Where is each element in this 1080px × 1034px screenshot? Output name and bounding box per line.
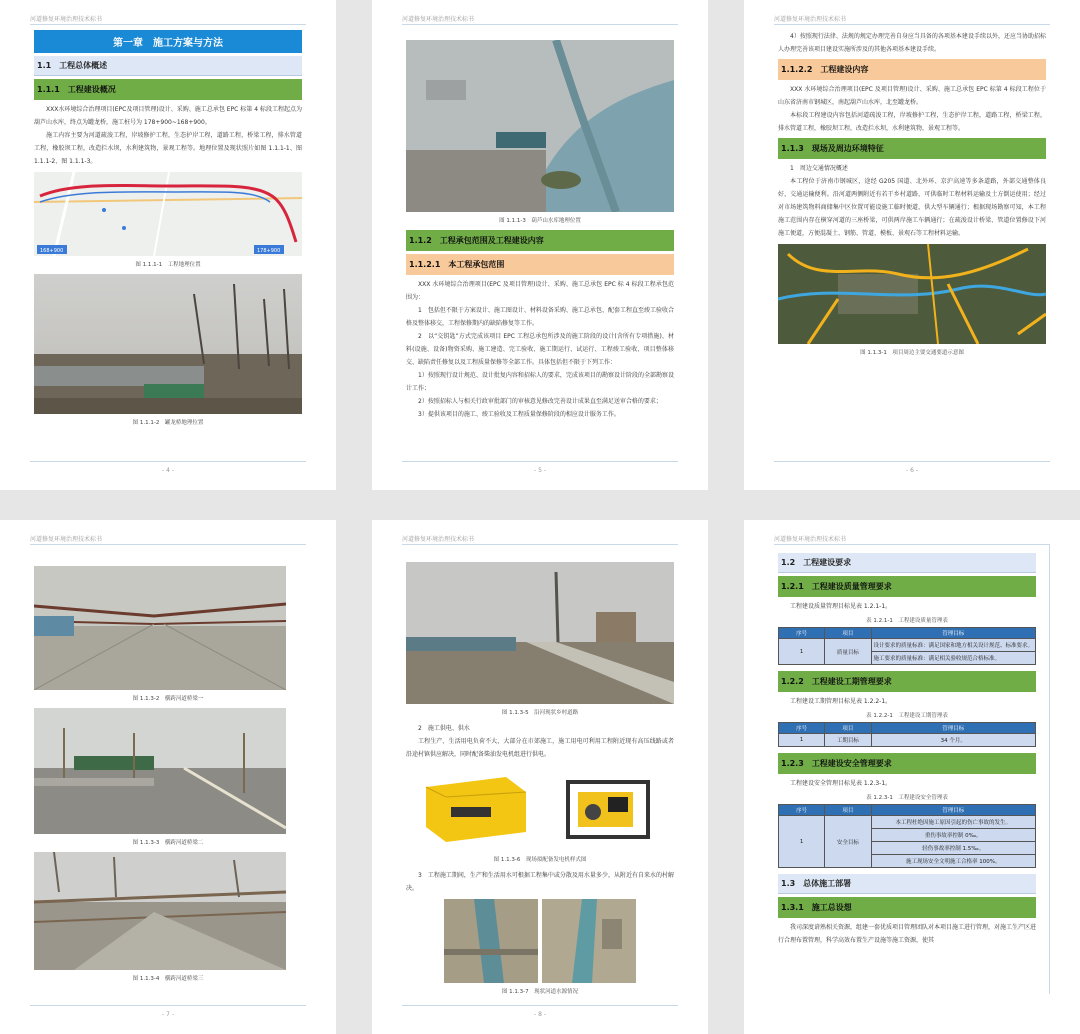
page-number: - 8 - xyxy=(534,1011,546,1018)
paragraph: 施工内容主要为河道疏浚工程，岸坡修护工程，生态护岸工程，道路工程，桥梁工程，排水管道工程，橡胶坝工程，改造拦水坝，水利建筑物，景观工程等。地理位置及现状照片如图 1.1.1-1、图 1.1.1-2、图 1.1.1-3。 xyxy=(34,132,302,165)
header-rule xyxy=(774,24,1050,25)
footer-rule xyxy=(30,461,306,462)
figure-caption: 图 1.1.1-1 工程地理位置 xyxy=(135,262,201,268)
subsubsection-heading: 1.1.2.2 工程建设内容 xyxy=(778,59,1046,80)
paragraph: 2 施工供电、供水 xyxy=(418,725,470,732)
subsection-heading: 1.2.1 工程建设质量管理要求 xyxy=(778,576,1036,597)
table-caption: 表 1.2.3-1 工程建设安全管理表 xyxy=(866,795,948,801)
page-number: - 5 - xyxy=(534,467,546,474)
subsubsection-heading: 1.1.2.1 本工程承包范围 xyxy=(406,254,674,275)
table-header: 序号 xyxy=(779,723,825,734)
table-cell: 工期目标 xyxy=(825,734,871,747)
traffic-map-image xyxy=(778,244,1046,344)
table-header: 项目 xyxy=(825,628,871,639)
page-7 xyxy=(0,520,336,1034)
footer-rule xyxy=(774,461,1050,462)
page-header: 河道修复环境治理技术标书 xyxy=(402,16,475,23)
header-rule xyxy=(774,544,1050,545)
subsection-heading: 1.1.3 现场及周边环境特征 xyxy=(778,138,1046,159)
paragraph: XXX 水环境综合治理项目(EPC 及项目管理)设计、采购、施工总承包 EPC 标第 4 标段工程位于山东省济南市钢城区，南起葫芦山水库，北至罐龙桥。 xyxy=(778,86,1046,106)
paragraph: 3 工程施工期间，生产和生活用水可根据工程集中或分散及用水量多少，从附近有自来水的村解决。 xyxy=(406,872,674,892)
table-cell: 1 xyxy=(779,734,825,747)
table-header: 序号 xyxy=(779,805,825,816)
village-road-photo xyxy=(406,562,674,704)
header-rule xyxy=(30,544,306,545)
paragraph: 我司深度谙熟相关资源，组建一套优质项目管理团队对本项目施工进行管理，对施工生产区进行合理布置管理，科学高效布置生产设施等施工资源，使其 xyxy=(778,924,1037,944)
safety-table xyxy=(778,804,1036,868)
table-cell: 设计要求的质量标准：满足国家和地方相关设计规范、标准要求。 xyxy=(871,639,1036,652)
figure-caption: 图 1.1.3-2 横跨河道桥梁一 xyxy=(132,696,204,702)
page-header: 河道修复环境治理技术标书 xyxy=(774,536,847,543)
figure-caption: 图 1.1.1-2 罐龙桥地理位置 xyxy=(132,420,204,426)
paragraph: 工程建设质量管理目标见表 1.2.1-1。 xyxy=(790,603,892,610)
table-header: 管理目标 xyxy=(871,628,1036,639)
paragraph: 工程建设工期管理目标见表 1.2.2-1。 xyxy=(790,698,892,705)
side-rule xyxy=(1049,544,1050,994)
subsection-heading: 1.2.3 工程建设安全管理要求 xyxy=(778,753,1036,774)
paragraph: 2 以“交钥匙”方式完成该项目 EPC 工程总承包所涉及的施工阶段的设计(含所有专项措施)、材料(设施、设备)物资采购、施工建造、完工验收、施工期运行、试运行、工程竣工验收、项目整体移交、缺陷责任修复以及工程质量保修等全部工作。具体包括但不限于下列工作： xyxy=(406,333,674,366)
page-number: - 4 - xyxy=(162,467,174,474)
paragraph: 本标段工程建设内容包括河道疏浚工程，岸坡修护工程，生态护岸工程，道路工程，桥梁工程，排水管道工程，橡胶坝工程，改造拦水坝，水利建筑物，景观工程等。 xyxy=(778,112,1046,132)
table-cell: 施工要求的质量标准：满足相关验收规范合格标准。 xyxy=(871,652,1036,665)
page-header: 河道修复环境治理技术标书 xyxy=(774,16,847,23)
figure-caption: 图 1.1.3-1 项目周边主要交通要道示意图 xyxy=(860,350,964,356)
figure-caption: 图 1.1.3-3 横跨河道桥梁二 xyxy=(132,840,204,846)
reservoir-aerial-photo xyxy=(406,40,674,212)
table-cell: 施工现场安全文明施工合格率 100%。 xyxy=(871,855,1036,868)
page-header: 河道修复环境治理技术标书 xyxy=(402,536,475,543)
page-number: - 7 - xyxy=(162,1011,174,1018)
page-content xyxy=(406,550,674,1001)
paragraph: 3）提供该项目的施工、竣工验收及工程质量保修阶段的相应设计服务工作。 xyxy=(418,411,620,418)
bridge-photo xyxy=(34,274,302,414)
map-label-right: 178+900 xyxy=(257,248,281,254)
subsection-heading: 1.1.1 工程建设概况 xyxy=(34,79,302,100)
paragraph: 2）按照招标人与相关行政审批部门的审核意见修改完善设计成果直至满足送审合格的要求； xyxy=(418,398,662,405)
table-cell: 质量目标 xyxy=(825,639,871,665)
section-heading: 1.3 总体施工部署 xyxy=(778,874,1036,894)
table-cell: 34 个月。 xyxy=(871,734,1036,747)
subsection-heading: 1.3.1 施工总设想 xyxy=(778,897,1036,918)
page-9 xyxy=(744,520,1080,1034)
map-label-left: 168+900 xyxy=(40,248,64,254)
water-source-images xyxy=(406,899,674,983)
figure-caption: 图 1.1.3-7 现状河道水源情况 xyxy=(501,989,579,995)
header-rule xyxy=(402,24,678,25)
paragraph: XXX 水环境综合治理项目(EPC 及项目管理)设计、采购、施工总承包 EPC 标 4 标段工程承包范围为： xyxy=(406,281,674,301)
page-content xyxy=(406,30,674,421)
paragraph: 本工程位于济南市钢城区，途经 G205 国道、北外环、京沪高速等多条道路，外部交通整体良好，交通运输便利。沿河道两侧附近有若干乡村道路，可供临时工程材料运输及土方倒运使用；经过对市场建筑物料商储集中区位置可能设施工临时便道，供大型车辆通行；根据现场勘察可知，本工程施工范围内存在横穿河道的三座桥梁，可供两岸施工车辆通行；在疏浚设计桥梁、管道位置修设下河施工便道，方便混凝土、钢筋、管道、模板、景观石等工程材料运输。 xyxy=(778,178,1046,237)
generator-photo-two xyxy=(553,767,665,851)
table-cell: 轻伤事故率控制 1.5‰。 xyxy=(871,842,1036,855)
page-content xyxy=(34,550,302,988)
figure-caption: 图 1.1.3-6 现场拟配备发电机样式图 xyxy=(493,857,587,863)
bridge-photo-one xyxy=(34,566,302,690)
route-map-image xyxy=(34,172,302,256)
footer-rule xyxy=(30,1005,306,1006)
bridge-photo-three xyxy=(34,852,302,970)
page-header: 河道修复环境治理技术标书 xyxy=(30,16,103,23)
chapter-title: 第一章 施工方案与方法 xyxy=(34,30,302,53)
footer-rule xyxy=(402,1005,678,1006)
paragraph: 工程生产、生活用电负荷不大，大部分在市郊施工，施工用电可利用工程附近现有高压线路或者沿途村镇供应解决，同时配备柴油发电机组进行供电。 xyxy=(406,738,674,758)
table-cell: 本工程杜绝因施工原因引起的伤亡事故的发生。 xyxy=(871,816,1036,829)
schedule-table xyxy=(778,722,1036,747)
page-content xyxy=(778,30,1046,362)
paragraph: 1 包括但不限于方案设计、施工图设计、材料设备采购、施工总承包、配套工程直至竣工验收合格及整体移交，工程保修期内的缺陷修复等工作。 xyxy=(406,307,674,327)
page-4 xyxy=(0,0,336,490)
water-photo-two xyxy=(542,899,636,983)
page-header: 河道修复环境治理技术标书 xyxy=(30,536,103,543)
table-header: 项目 xyxy=(825,723,871,734)
table-cell: 1 xyxy=(779,639,825,665)
table-cell: 1 xyxy=(779,816,825,868)
page-6 xyxy=(744,0,1080,490)
page-content xyxy=(34,30,302,432)
table-caption: 表 1.2.2-1 工程建设工期管理表 xyxy=(866,713,948,719)
water-photo-one xyxy=(444,899,538,983)
table-cell: 安全目标 xyxy=(825,816,871,868)
generator-images xyxy=(406,767,674,851)
figure-caption: 图 1.1.3-4 横跨河道桥梁三 xyxy=(132,976,204,982)
paragraph: 4）按照现行法律、法规的规定办理完善自身应当具备的各项基本建设手续以外，还应当协助招标人办理完善该项目建设实施所涉及的其他各项基本建设手续。 xyxy=(778,33,1046,53)
subsection-heading: 1.1.2 工程承包范围及工程建设内容 xyxy=(406,230,674,251)
generator-photo-one xyxy=(416,767,534,845)
table-header: 序号 xyxy=(779,628,825,639)
section-heading: 1.2 工程建设要求 xyxy=(778,553,1036,573)
page-5 xyxy=(372,0,708,490)
header-rule xyxy=(30,24,306,25)
footer-rule xyxy=(402,461,678,462)
subsection-heading: 1.2.2 工程建设工期管理要求 xyxy=(778,671,1036,692)
page-8 xyxy=(372,520,708,1034)
paragraph: 工程建设安全管理目标见表 1.2.3-1。 xyxy=(790,780,892,787)
figure-caption: 图 1.1.1-3 葫芦山水库地理位置 xyxy=(499,218,581,224)
quality-table xyxy=(778,627,1036,665)
paragraph: XXX水环境综合治理项目(EPC及项目管理)设计、采购、施工总承包 EPC 标第 4 标段工程起点为葫芦山水库，终点为罐龙桥，施工桩号为 178+900~168+900。 xyxy=(34,106,302,126)
table-header: 项目 xyxy=(825,805,871,816)
paragraph: 1 周边交通情况概述 xyxy=(790,165,848,172)
header-rule xyxy=(402,544,678,545)
section-heading: 1.1 工程总体概述 xyxy=(34,56,302,76)
table-header: 管理目标 xyxy=(871,805,1036,816)
paragraph: 1）按照现行设计规范、设计批复内容和招标人的要求，完成该项目的勘察设计阶段的全部勘察设计工作； xyxy=(406,372,674,392)
table-caption: 表 1.2.1-1 工程建设质量管理表 xyxy=(866,618,948,624)
page-number: - 6 - xyxy=(906,467,918,474)
table-cell: 重伤事故率控制 0‰。 xyxy=(871,829,1036,842)
figure-caption: 图 1.1.3-5 沿河现状乡村道路 xyxy=(501,710,579,716)
page-content xyxy=(778,550,1036,947)
table-header: 管理目标 xyxy=(871,723,1036,734)
bridge-photo-two xyxy=(34,708,302,834)
